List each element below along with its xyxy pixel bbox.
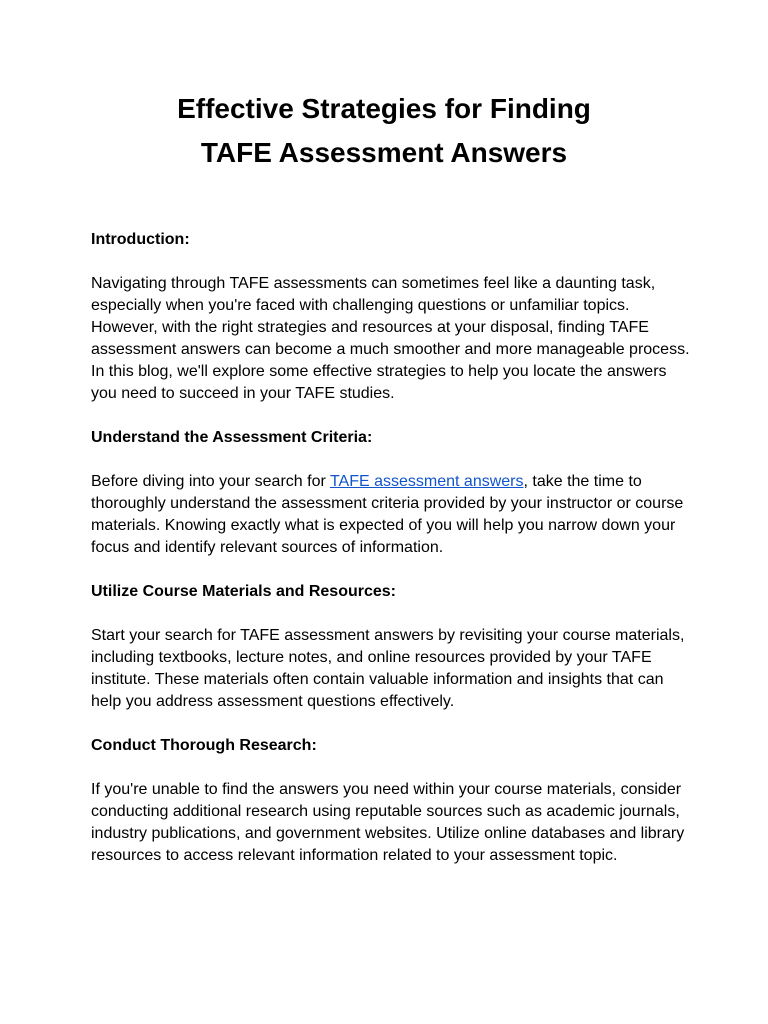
section-body-introduction: Navigating through TAFE assessments can sometimes feel like a daunting task, especially when you're faced with challenging questions or unfamiliar topics. However, with the right strategies and resources at your disposal, finding TAFE assessment answers can become a much smoother and more manageable process. In this blog, we'll explore some effective strategies to help you locate the answers you need to succeed in your TAFE studies. <box>91 275 690 402</box>
section-heading-research: Conduct Thorough Research: <box>91 737 317 754</box>
page-title-line-2: TAFE Assessment Answers <box>200 137 568 168</box>
section-heading-introduction: Introduction: <box>91 231 190 248</box>
section-body-course-materials: Start your search for TAFE assessment answers by revisiting your course materials, including textbooks, lecture notes, and online resources provided by your TAFE institute. These materials often contain valuable information and insights that can help you address assessment questions effectively. <box>91 627 685 710</box>
section-heading-course-materials: Utilize Course Materials and Resources: <box>91 583 396 600</box>
body-text-after-link: , take the time to thoroughly understand the assessment criteria provided by your instructor or course materials. Knowing exactly what is expected of you will help you narrow down your focus and identify relevant sources of information. <box>91 473 684 556</box>
page-title-line-1: Effective Strategies for Finding <box>177 93 591 124</box>
section-body-research: If you're unable to find the answers you need within your course materials, consider conducting additional research using reputable sources such as academic journals, industry publications, and government websites. Utilize online databases and library resources to access relevant information related to your assessment topic. <box>91 781 685 864</box>
document-body <box>91 229 691 867</box>
section-heading-understand-criteria: Understand the Assessment Criteria: <box>91 429 373 446</box>
tafe-assessment-answers-link[interactable]: TAFE assessment answers <box>329 473 524 490</box>
body-text-before-link: Before diving into your search for <box>91 473 330 490</box>
section-body-understand-criteria <box>91 471 691 559</box>
